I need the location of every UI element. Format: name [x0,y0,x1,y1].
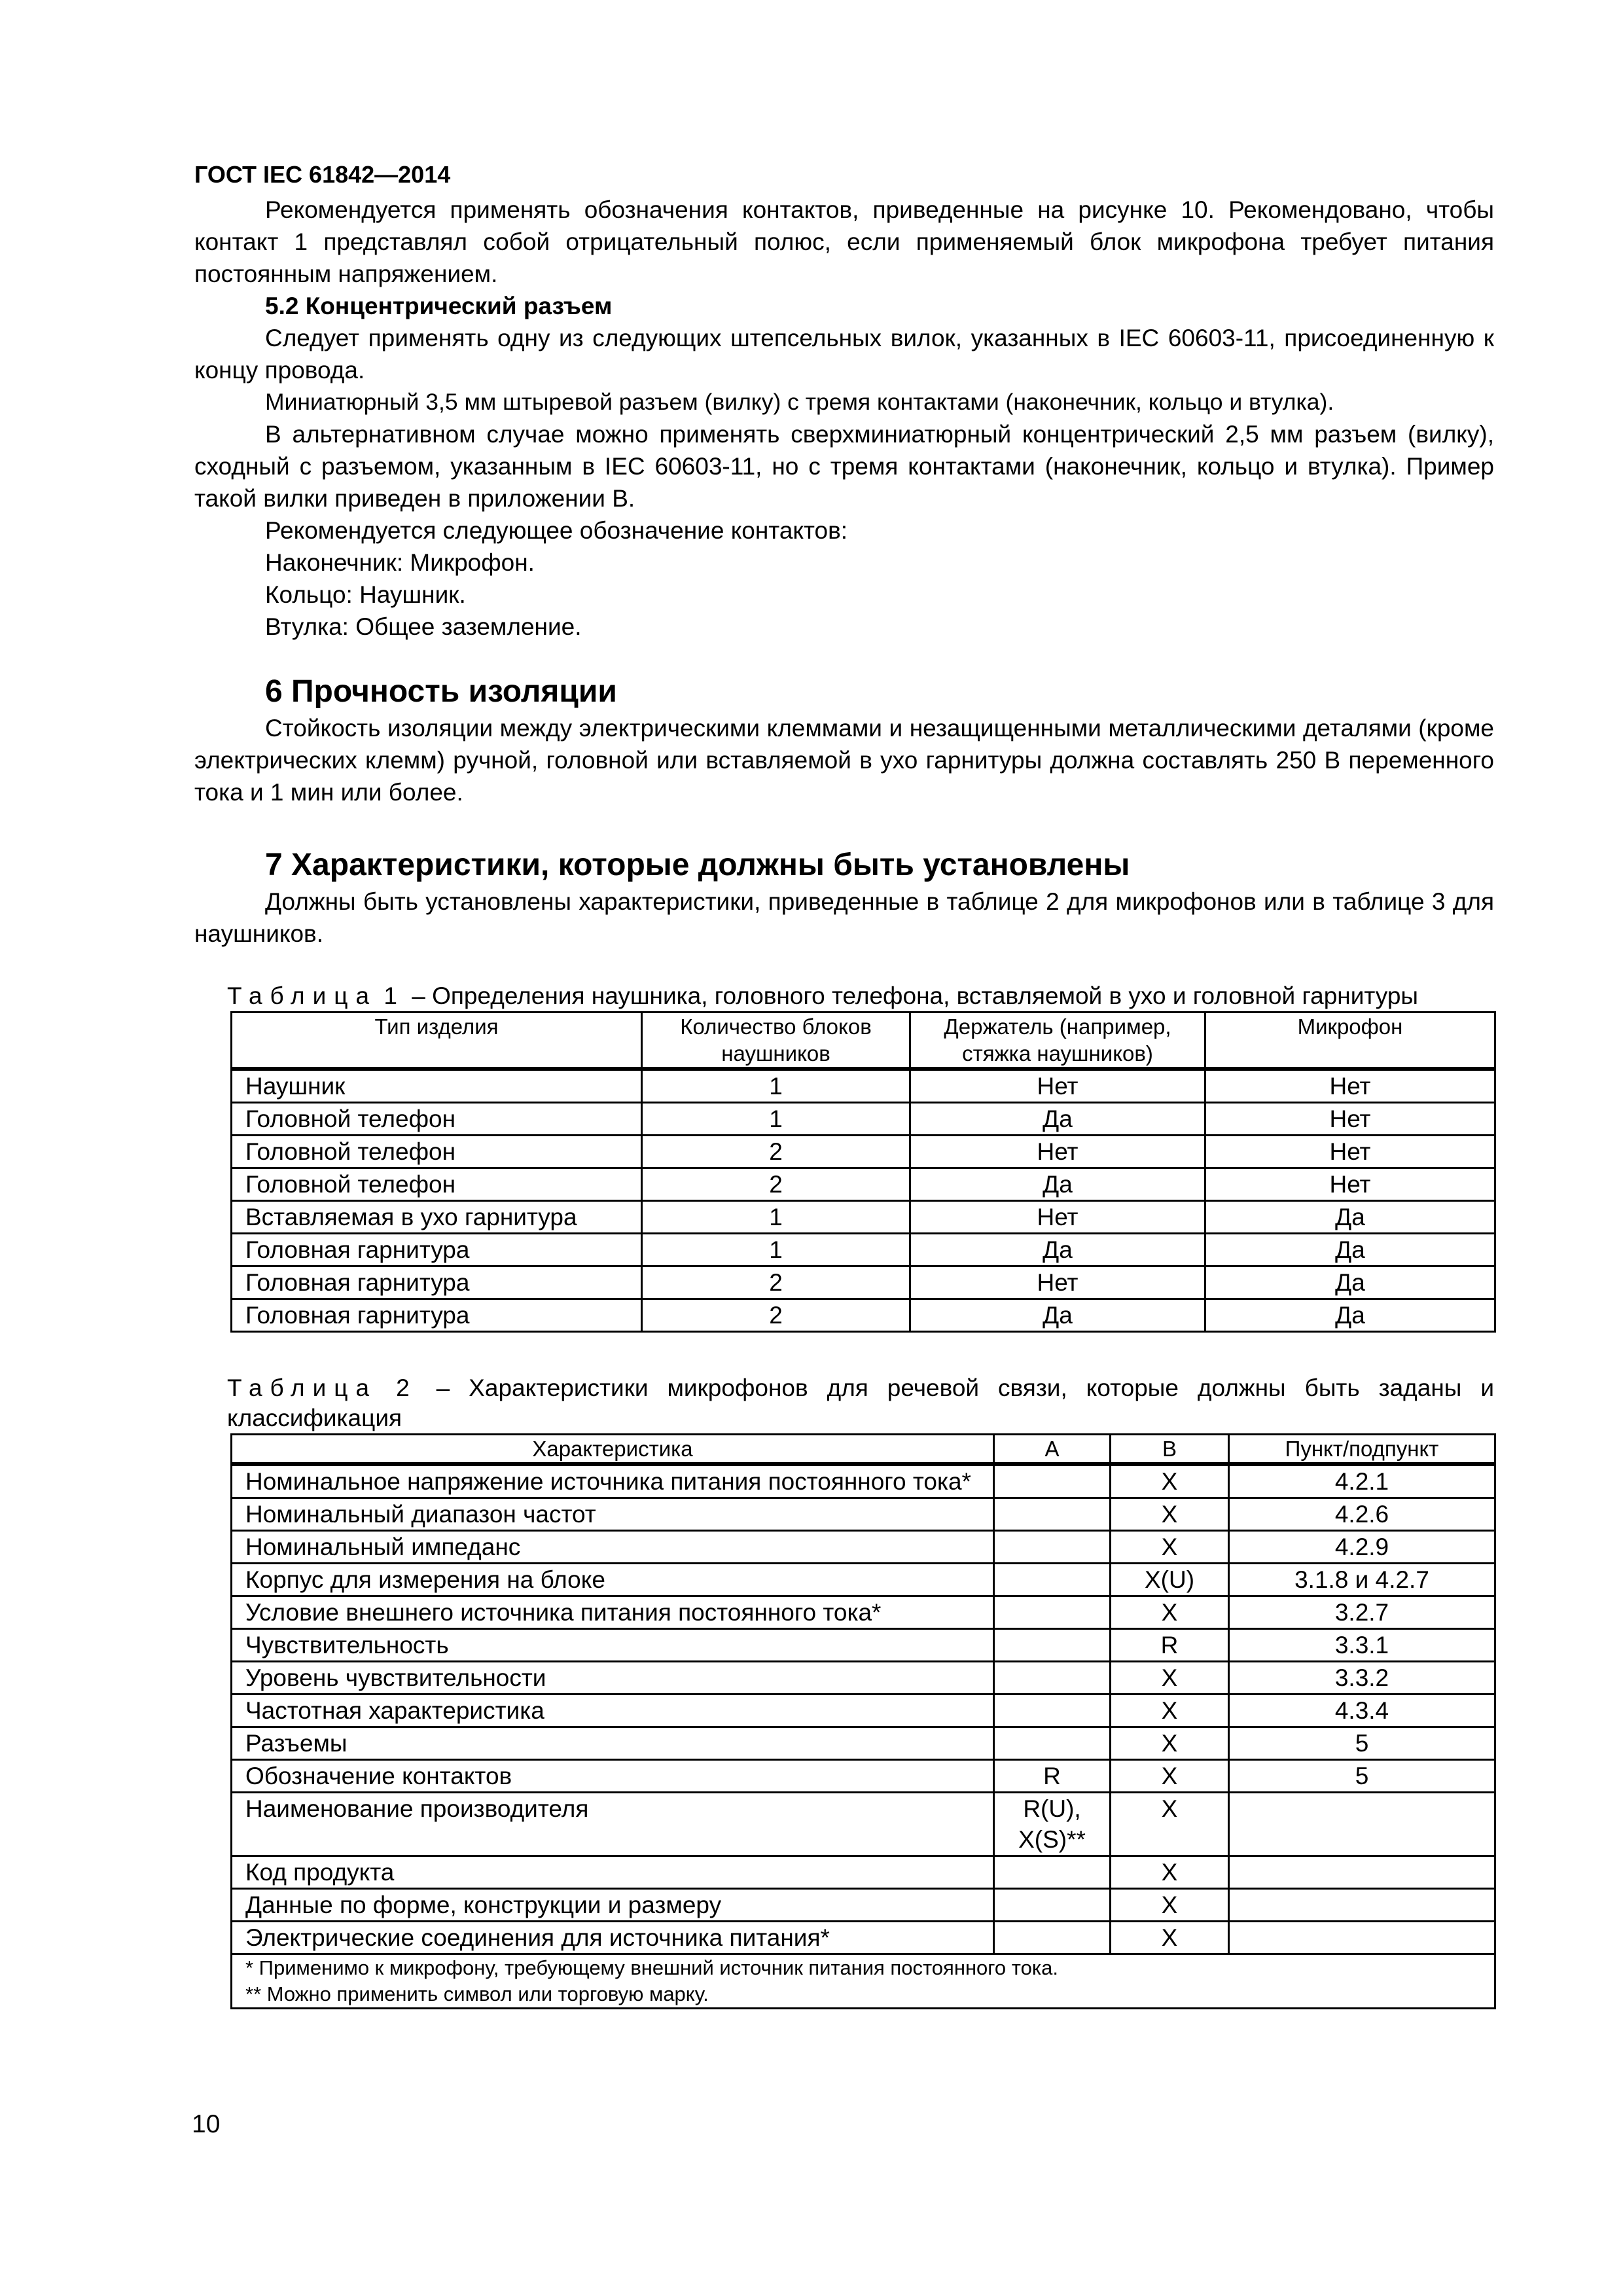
table-cell: X [1111,1760,1229,1793]
paragraph-7: Должны быть установлены характеристики, приведенные в таблице 2 для микрофонов или в таблице 3 для наушников. [194,888,1494,947]
table-cell [994,1922,1111,1954]
paragraph-intro: Рекомендуется применять обозначения контактов, приведенные на рисунке 10. Рекомендовано, чтобы контакт 1 представлял собой отрицательный полюс, если применяемый блок микрофона требует питания постоянным напряжением. [194,196,1494,287]
table-cell: Да [910,1299,1205,1332]
table-cell [994,1695,1111,1727]
table-cell: Да [1205,1201,1495,1234]
table-row [232,1793,1495,1856]
table-2-header-cell: B [1111,1435,1229,1465]
table-1 [230,1011,1496,1333]
paragraph-5-2-7: Втулка: Общее заземление. [265,613,582,640]
table-row [232,1136,1495,1168]
table-row [232,1856,1495,1889]
table-cell: Вставляемая в ухо гарнитура [232,1201,642,1234]
table-cell: X [1111,1922,1229,1954]
table-2 [230,1433,1496,2009]
table-cell: Номинальное напряжение источника питания постоянного тока* [232,1464,994,1498]
table-cell: 3.2.7 [1229,1596,1495,1629]
table-cell: R [994,1760,1111,1793]
table-cell: Уровень чувствительности [232,1662,994,1695]
table-row [232,1234,1495,1266]
table-cell: 2 [642,1136,910,1168]
table-cell: Нет [1205,1103,1495,1136]
table-cell: Головной телефон [232,1168,642,1201]
table-cell: 2 [642,1266,910,1299]
table-cell [994,1889,1111,1922]
table-cell: R [1111,1629,1229,1662]
table-row [232,1629,1495,1662]
page-content [194,158,1494,2009]
table-cell [1229,1922,1495,1954]
table-cell [994,1596,1111,1629]
table-cell [994,1662,1111,1695]
table-cell: Головная гарнитура [232,1234,642,1266]
table-cell: X [1111,1531,1229,1564]
table-cell: X(U) [1111,1564,1229,1596]
table-cell: Головной телефон [232,1136,642,1168]
table-cell: 4.2.6 [1229,1498,1495,1531]
table-cell: Нет [910,1136,1205,1168]
table-1-header-row [232,1013,1495,1069]
table-cell: 1 [642,1103,910,1136]
table-cell [994,1531,1111,1564]
table-cell: X [1111,1889,1229,1922]
table-cell: Да [1205,1299,1495,1332]
table-2-notes [232,1954,1495,2009]
table-cell: X [1111,1498,1229,1531]
table-2-note: * Применимо к микрофону, требующему внешний источник питания постоянного тока. [245,1956,1058,1979]
table-cell: Электрические соединения для источника питания* [232,1922,994,1954]
subsection-heading-5-2: 5.2 Концентрический разъем [265,293,613,319]
table-2-number: 2 [396,1374,418,1401]
table-cell: Частотная характеристика [232,1695,994,1727]
table-cell [994,1564,1111,1596]
table-cell [1229,1856,1495,1889]
table-cell: Да [910,1168,1205,1201]
table-cell: Наушник [232,1069,642,1103]
table-cell: Да [910,1234,1205,1266]
table-cell: X [1111,1856,1229,1889]
table-cell: Корпус для измерения на блоке [232,1564,994,1596]
table-row [232,1662,1495,1695]
document-code: ГОСТ IEC 61842—2014 [194,161,451,188]
table-cell: 5 [1229,1760,1495,1793]
table-cell: X [1111,1695,1229,1727]
table-cell: Номинальный диапазон частот [232,1498,994,1531]
table-cell: X [1111,1596,1229,1629]
table-cell: 1 [642,1234,910,1266]
table-1-header-cell: Тип изделия [232,1013,642,1069]
table-cell: 4.3.4 [1229,1695,1495,1727]
paragraph-5-2-3: В альтернативном случае можно применять сверхминиатюрный концентрический 2,5 мм разъем (вилку), сходный с разъемом, указанным в IEC 60603-11, но с тремя контактами (наконечник, кольцо и втулка). Пример такой вилки приведен в приложении В. [194,421,1494,512]
table-row [232,1168,1495,1201]
table-cell [994,1856,1111,1889]
table-cell: 4.2.9 [1229,1531,1495,1564]
table-cell [1229,1889,1495,1922]
table-cell: 3.3.2 [1229,1662,1495,1695]
table-2-label: Таблица [227,1374,378,1401]
table-cell [994,1464,1111,1498]
table-cell [994,1629,1111,1662]
table-cell: Нет [910,1201,1205,1234]
table-cell: Да [1205,1266,1495,1299]
table-row [232,1889,1495,1922]
table-cell: Нет [1205,1069,1495,1103]
table-2-header-row [232,1435,1495,1465]
table-1-header-cell: Держатель (например, стяжка наушников) [910,1013,1205,1069]
table-cell: Обозначение контактов [232,1760,994,1793]
table-row [232,1531,1495,1564]
table-cell: 4.2.1 [1229,1464,1495,1498]
table-row [232,1266,1495,1299]
table-cell: 2 [642,1168,910,1201]
table-cell: Головной телефон [232,1103,642,1136]
table-cell: Код продукта [232,1856,994,1889]
table-1-caption [227,981,1494,1011]
table-cell: Да [1205,1234,1495,1266]
table-cell: Нет [910,1069,1205,1103]
table-cell: Головная гарнитура [232,1266,642,1299]
table-row [232,1760,1495,1793]
table-2-header-cell: A [994,1435,1111,1465]
table-cell: X [1111,1727,1229,1760]
table-row [232,1564,1495,1596]
section-heading-7: 7 Характеристики, которые должны быть установлены [265,848,1130,882]
table-cell [1229,1793,1495,1856]
table-cell: Разъемы [232,1727,994,1760]
table-2-notes-row [232,1954,1495,2009]
table-cell: 2 [642,1299,910,1332]
paragraph-6: Стойкость изоляции между электрическими клеммами и незащищенными металлическими деталями (кроме электрических клемм) ручной, головной или вставляемой в ухо гарнитуры должна составлять 250 В переменного тока и 1 мин или более. [194,715,1494,806]
table-cell: 3.1.8 и 4.2.7 [1229,1564,1495,1596]
table-cell: Условие внешнего источника питания постоянного тока* [232,1596,994,1629]
table-cell: 1 [642,1069,910,1103]
table-1-title: – Определения наушника, головного телефона, вставляемой в ухо и головной гарнитуры [412,982,1418,1009]
table-row [232,1464,1495,1498]
table-row [232,1596,1495,1629]
table-row [232,1069,1495,1103]
table-cell: Да [910,1103,1205,1136]
table-1-number: 1 [383,982,405,1009]
table-cell [994,1498,1111,1531]
table-row [232,1922,1495,1954]
table-cell: Номинальный импеданс [232,1531,994,1564]
table-row [232,1498,1495,1531]
table-row [232,1299,1495,1332]
table-cell: Головная гарнитура [232,1299,642,1332]
table-1-header-cell: Микрофон [1205,1013,1495,1069]
table-cell: R(U), X(S)** [994,1793,1111,1856]
paragraph-5-2-4: Рекомендуется следующее обозначение контактов: [265,517,848,544]
table-cell: Нет [910,1266,1205,1299]
page-number: 10 [192,2110,221,2138]
section-heading-6: 6 Прочность изоляции [265,674,617,709]
table-row [232,1727,1495,1760]
table-cell: X [1111,1662,1229,1695]
table-1-header-cell: Количество блоков наушников [642,1013,910,1069]
paragraph-5-2-1: Следует применять одну из следующих штепсельных вилок, указанных в IEC 60603-11, присоединенную к концу провода. [194,325,1494,384]
table-2-header-cell: Пункт/подпункт [1229,1435,1495,1465]
table-cell: 1 [642,1201,910,1234]
table-2-caption [227,1373,1494,1433]
table-2-title: – Характеристики микрофонов для речевой связи, которые должны быть заданы и классификация [227,1374,1494,1431]
table-row [232,1695,1495,1727]
paragraph-5-2-2: Миниатюрный 3,5 мм штыревой разъем (вилку) с тремя контактами (наконечник, кольцо и втулка). [265,389,1334,415]
paragraph-5-2-5: Наконечник: Микрофон. [265,549,535,576]
table-1-label: Таблица [227,982,378,1009]
table-cell: Наименование производителя [232,1793,994,1856]
table-row [232,1201,1495,1234]
table-cell: Нет [1205,1168,1495,1201]
table-cell: Чувствительность [232,1629,994,1662]
table-cell: X [1111,1793,1229,1856]
paragraph-5-2-6: Кольцо: Наушник. [265,581,466,608]
table-2-note: ** Можно применить символ или торговую марку. [245,1982,709,2005]
table-2-header-cell: Характеристика [232,1435,994,1465]
table-row [232,1103,1495,1136]
table-cell: 3.3.1 [1229,1629,1495,1662]
table-cell: 5 [1229,1727,1495,1760]
table-cell: Данные по форме, конструкции и размеру [232,1889,994,1922]
table-cell [994,1727,1111,1760]
table-cell: X [1111,1464,1229,1498]
table-cell: Нет [1205,1136,1495,1168]
